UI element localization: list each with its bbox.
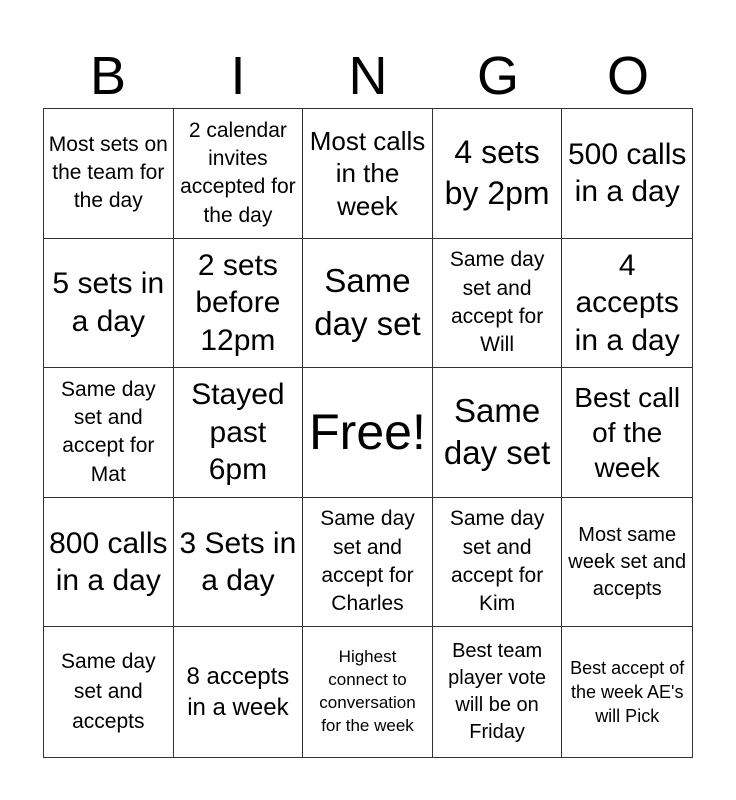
cell-text: Same day set and accepts — [61, 649, 156, 734]
bingo-cell[interactable] — [174, 498, 304, 628]
bingo-cell[interactable] — [303, 239, 433, 369]
bingo-cell[interactable] — [44, 239, 174, 369]
cell-text: Best call of the week — [574, 381, 681, 483]
cell-text: Same day set and accept for Charles — [320, 507, 415, 616]
cell-text: Highest connect to conversation for the week — [319, 647, 416, 736]
cell-text: Same day set and accept for Kim — [449, 507, 545, 616]
cell-text: Best accept of the week AE's will Pick — [570, 657, 685, 727]
cell-text: Same day set and accept for Will — [449, 248, 545, 357]
cell-text: Same day set and accept for Mat — [61, 377, 156, 486]
cell-text: 2 calendar invites accepted for the day — [180, 118, 296, 227]
bingo-cell[interactable] — [562, 627, 692, 757]
header-letter-b: B — [89, 46, 127, 106]
cell-text: 2 sets before 12pm — [195, 248, 281, 357]
bingo-cell[interactable] — [562, 368, 692, 498]
bingo-cell[interactable] — [562, 109, 692, 239]
cell-text: Most sets on the team for the day — [48, 132, 168, 213]
cell-text: 500 calls in a day — [567, 137, 687, 209]
bingo-cell[interactable] — [303, 498, 433, 628]
bingo-board — [43, 108, 693, 758]
bingo-cell[interactable] — [433, 368, 563, 498]
bingo-cell[interactable] — [562, 498, 692, 628]
bingo-cell[interactable] — [44, 109, 174, 239]
bingo-cell[interactable] — [433, 498, 563, 628]
cell-text: Same day set — [314, 262, 421, 342]
bingo-cell[interactable] — [44, 498, 174, 628]
cell-text: 4 sets by 2pm — [444, 133, 550, 212]
cell-text: Most same week set and accepts — [568, 523, 687, 600]
bingo-header — [43, 44, 693, 108]
bingo-cell[interactable] — [44, 627, 174, 757]
cell-text: 5 sets in a day — [52, 267, 165, 338]
cell-text: Most calls in the week — [309, 125, 426, 221]
bingo-cell[interactable] — [44, 368, 174, 498]
cell-text: Best team player vote will be on Friday — [448, 640, 547, 744]
cell-text: 8 accepts in a week — [186, 663, 290, 722]
bingo-cell[interactable] — [174, 627, 304, 757]
bingo-cell[interactable] — [433, 627, 563, 757]
cell-text: 4 accepts in a day — [574, 248, 680, 357]
bingo-cell[interactable] — [174, 109, 304, 239]
bingo-cell-free[interactable] — [303, 368, 433, 498]
header-letter-g: G — [476, 46, 519, 106]
bingo-cell[interactable] — [433, 109, 563, 239]
bingo-cell[interactable] — [174, 368, 304, 498]
bingo-cell[interactable] — [303, 109, 433, 239]
bingo-cell[interactable] — [174, 239, 304, 369]
cell-text: Stayed past 6pm — [191, 378, 285, 487]
header-letter-i: I — [230, 46, 246, 106]
cell-text: 3 Sets in a day — [179, 526, 297, 598]
bingo-cell[interactable] — [303, 627, 433, 757]
cell-text: 800 calls in a day — [49, 526, 168, 598]
bingo-cell[interactable] — [562, 239, 692, 369]
cell-text: Same day set — [443, 391, 551, 472]
header-letter-n: N — [348, 46, 388, 106]
header-letter-o: O — [606, 46, 649, 106]
bingo-cell[interactable] — [433, 239, 563, 369]
free-space-text: Free! — [309, 403, 426, 460]
